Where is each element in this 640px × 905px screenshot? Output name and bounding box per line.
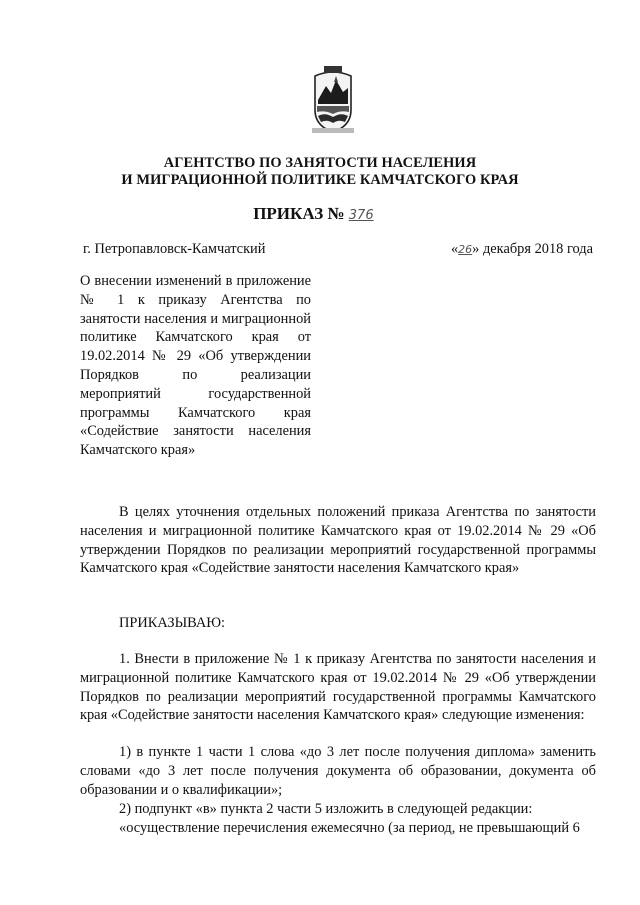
order-title-label: ПРИКАЗ № [253,204,345,223]
order-title [0,204,640,224]
decree-heading: ПРИКАЗЫВАЮ: [119,615,226,631]
date-day: 26 [458,243,473,256]
date-quote-close: » [472,241,480,257]
intro-paragraph: В целях уточнения отдельных положений приказа Агентства по занятости населения и миграционной политике Камчатского края от 19.02.2014 № 29 «Об утверждении Порядков по реализации мероприятий государственной программы Камчатского края «Содействие занятости населения Камчатского края» [80,504,596,577]
agency-name-line1: АГЕНТСТВО ПО ЗАНЯТОСТИ НАСЕЛЕНИЯ [163,155,477,171]
order-subject: О внесении изменений в приложение № 1 к приказу Агентства по занятости населения и миграционной политике Камчатского края от 19.02.2014 № 29 «Об утверждении Порядков по реализации мероприятий государственной программы Камчатского края «Содействие занятости населения Камчатского края» [80,273,311,459]
subitem-2-paragraph: 2) подпункт «в» пункта 2 части 5 изложить в следующей редакции: [119,801,533,817]
city-line: г. Петропавловск-Камчатский [83,241,266,257]
quoted-text-paragraph: «осуществление перечисления ежемесячно (за период, не превышающий 6 [119,820,580,836]
order-number: 376 [348,208,374,223]
date-month-year: декабря 2018 года [479,241,593,257]
coat-of-arms-icon [310,66,356,136]
date-quote-open: « [450,241,459,257]
subitem-1-paragraph: 1) в пункте 1 части 1 слова «до 3 лет после получения диплома» заменить словами «до 3 лет после получения документа об образовании, документа об образовании и о квалификации»; [80,744,596,798]
agency-name-line2: И МИГРАЦИОННОЙ ПОЛИТИКЕ КАМЧАТСКОГО КРАЯ [121,172,519,188]
item-1-paragraph: 1. Внести в приложение № 1 к приказу Агентства по занятости населения и миграционной политике Камчатского края от 19.02.2014 № 29 «Об утверждении Порядков по реализации мероприятий государственной программы Камчатского края «Содействие занятости населения Камчатского края» следующие изменения: [80,651,596,724]
order-date [451,241,593,258]
